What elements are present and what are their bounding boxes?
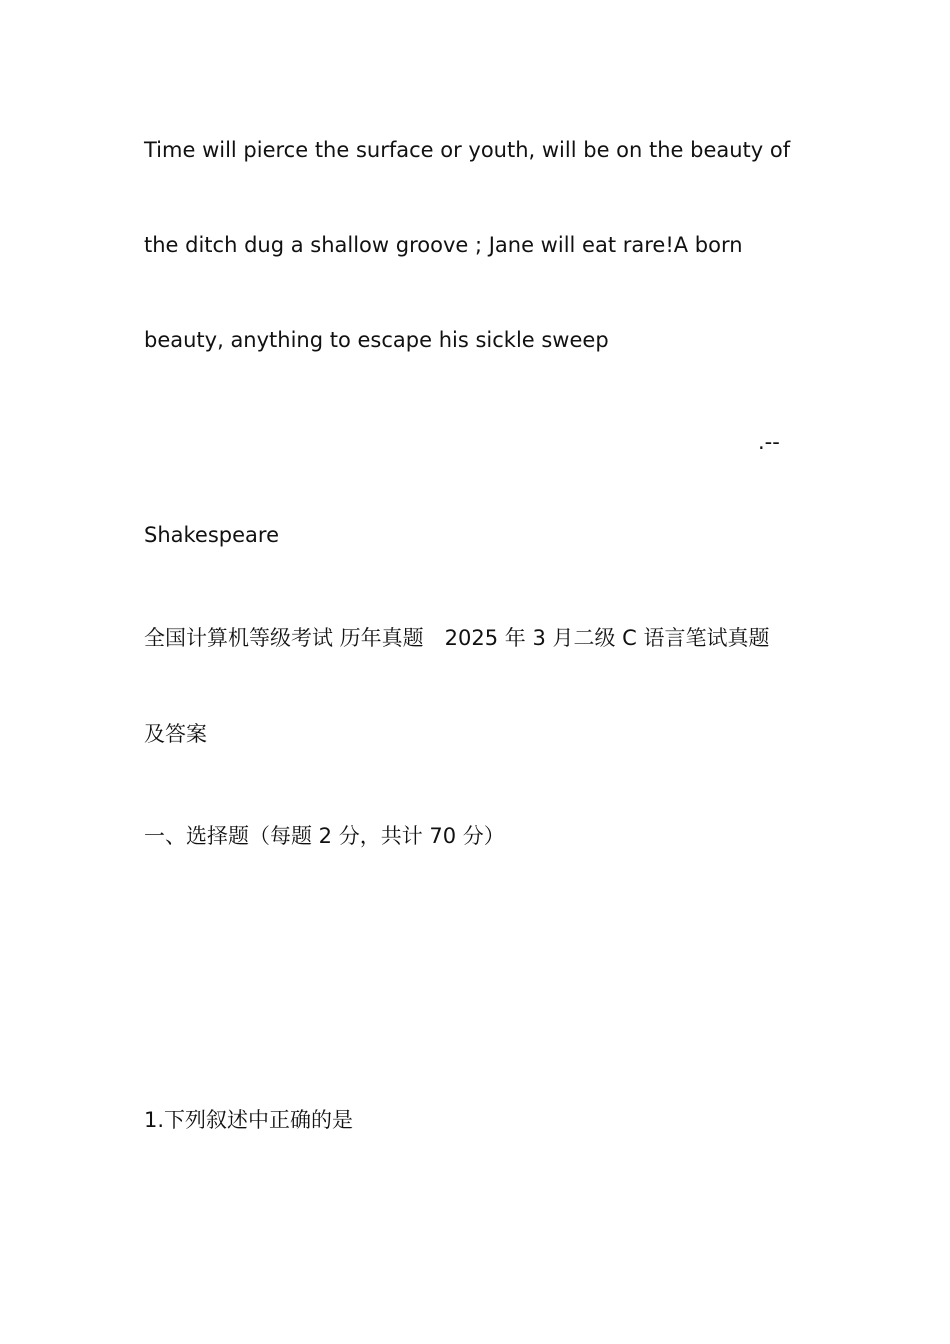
quote-line-3: beauty, anything to escape his sickle sweep (144, 328, 609, 352)
exam-title-line-2: 及答案 (144, 722, 207, 746)
quote-line-2: the ditch dug a shallow groove ; Jane will eat rare!A born (144, 233, 743, 257)
quote-dash: .-- (758, 430, 780, 454)
quote-author: Shakespeare (144, 523, 279, 547)
question-1: 1.下列叙述中正确的是 (144, 1108, 354, 1132)
quote-line-1: Time will pierce the surface or youth, will be on the beauty of (144, 138, 791, 162)
exam-title-line-1: 全国计算机等级考试 历年真题 2025 年 3 月二级 C 语言笔试真题 (144, 626, 770, 650)
section-heading: 一、选择题（每题 2 分，共计 70 分） (144, 824, 505, 848)
